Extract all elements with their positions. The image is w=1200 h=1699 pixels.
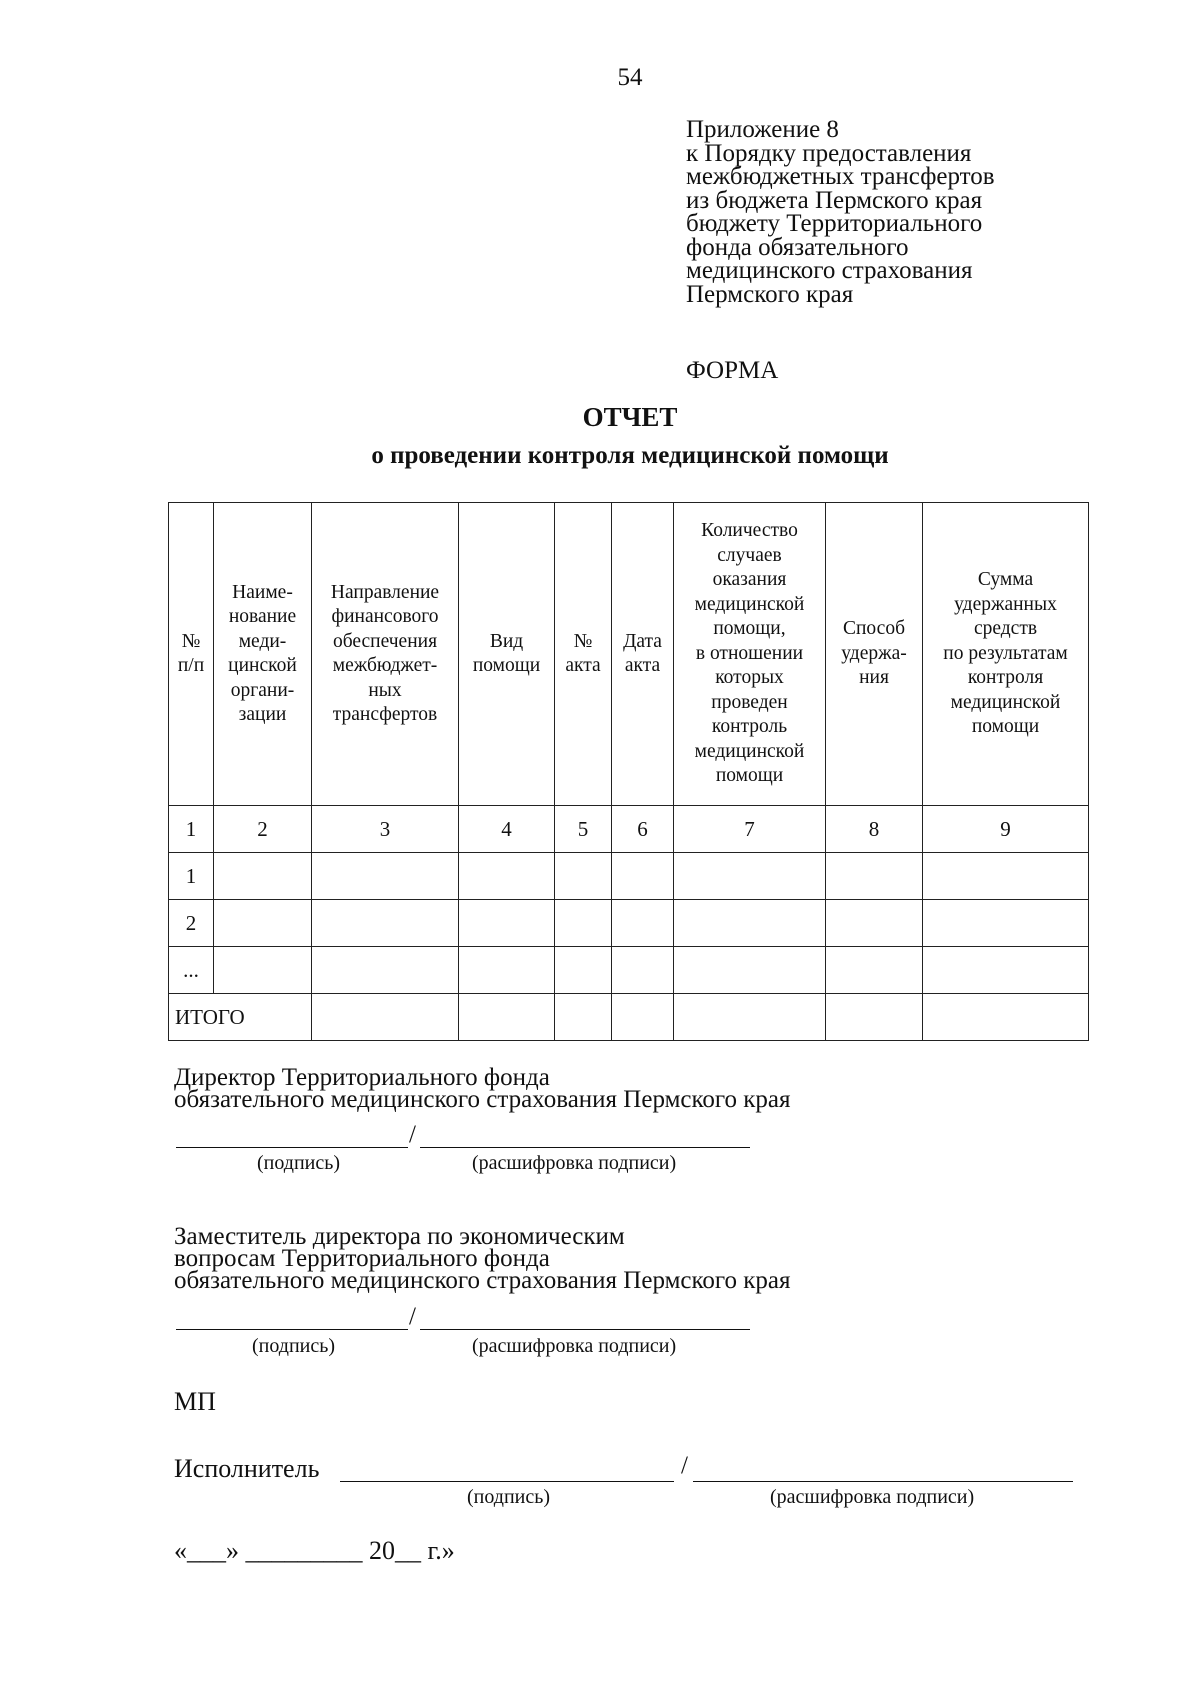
appendix-line: медицинского страхования [686, 257, 973, 284]
date-line: «___» _________ 20__ г.» [174, 1536, 455, 1565]
table-cell[interactable] [459, 900, 555, 947]
appendix-line: Приложение 8 [686, 116, 839, 143]
table-row [169, 947, 1089, 994]
director-title-line: обязательного медицинского страхования Пермского края [174, 1086, 791, 1113]
director-decoding-caption: (расшифровка подписи) [472, 1152, 677, 1174]
table-cell[interactable] [459, 994, 555, 1041]
executor-signature-caption: (подпись) [467, 1486, 551, 1508]
table-cell[interactable] [214, 900, 312, 947]
appendix-line: Пермского края [686, 280, 854, 308]
column-number: 8 [826, 806, 923, 853]
form-label: ФОРМА [686, 357, 779, 384]
table-cell[interactable] [923, 947, 1089, 994]
deputy-decoding-line[interactable] [420, 1329, 750, 1330]
table-cell[interactable] [612, 994, 674, 1041]
table-header-row [169, 503, 1089, 806]
table-cell[interactable] [674, 947, 826, 994]
executor-signature-line[interactable] [340, 1481, 674, 1482]
column-number: 4 [459, 806, 555, 853]
table-cell[interactable] [674, 900, 826, 947]
director-title [174, 1064, 791, 1113]
table-cell[interactable] [826, 853, 923, 900]
column-number: 5 [555, 806, 612, 853]
table-cell[interactable] [612, 900, 674, 947]
column-number-row [169, 806, 1089, 853]
report-table [168, 502, 1089, 1041]
row-index: 2 [169, 900, 214, 947]
table-cell[interactable] [612, 853, 674, 900]
table-row [169, 853, 1089, 900]
director-signature-caption: (подпись) [257, 1152, 341, 1174]
table-cell[interactable] [312, 947, 459, 994]
table-cell[interactable] [214, 853, 312, 900]
appendix-line: к Порядку предоставления [686, 139, 972, 167]
appendix-line: межбюджетных трансфертов [686, 163, 995, 190]
appendix-line: бюджету Территориального [686, 210, 983, 237]
table-cell[interactable] [612, 947, 674, 994]
deputy-title-line: вопросам Территориального фонда [174, 1245, 550, 1272]
director-decoding-line[interactable] [420, 1147, 750, 1148]
column-header-organization: Наиме- нование меди- цинской органи- зации [214, 503, 312, 806]
column-number: 7 [674, 806, 826, 853]
table-cell[interactable] [312, 853, 459, 900]
appendix-line: из бюджета Пермского края [686, 186, 983, 214]
column-number: 3 [312, 806, 459, 853]
column-header-withholding-method: Способ удержа- ния [826, 503, 923, 806]
director-slash: / [409, 1121, 416, 1148]
table-cell[interactable] [555, 947, 612, 994]
executor-slash: / [681, 1452, 688, 1479]
table-cell[interactable] [923, 900, 1089, 947]
table-cell[interactable] [674, 994, 826, 1041]
total-row [169, 994, 1089, 1041]
column-header-act-number: № акта [555, 503, 612, 806]
table-cell[interactable] [923, 853, 1089, 900]
director-signature-line[interactable] [176, 1147, 408, 1148]
table-cell[interactable] [459, 947, 555, 994]
deputy-slash: / [409, 1303, 416, 1330]
column-header-withheld-sum: Сумма удержанных средств по результатам контроля медицинской помощи [923, 503, 1089, 806]
table-cell[interactable] [923, 994, 1089, 1041]
column-header-index: № п/п [169, 503, 214, 806]
executor-label: Исполнитель [174, 1454, 320, 1483]
table-cell[interactable] [555, 994, 612, 1041]
deputy-title [174, 1223, 791, 1294]
table-row [169, 900, 1089, 947]
appendix-line: фонда обязательного [686, 233, 909, 261]
table-cell[interactable] [555, 900, 612, 947]
table-cell[interactable] [826, 994, 923, 1041]
row-index: ... [169, 947, 214, 994]
column-number: 6 [612, 806, 674, 853]
executor-decoding-line[interactable] [693, 1481, 1073, 1482]
executor-decoding-caption: (расшифровка подписи) [770, 1486, 975, 1508]
director-title-line: Директор Территориального фонда [174, 1064, 550, 1091]
appendix-header [686, 118, 1106, 306]
table-cell[interactable] [826, 947, 923, 994]
table-cell[interactable] [312, 994, 459, 1041]
seal-label: МП [174, 1387, 216, 1416]
column-number: 9 [923, 806, 1089, 853]
report-title: ОТЧЕТ [582, 402, 678, 432]
deputy-decoding-caption: (расшифровка подписи) [472, 1335, 677, 1357]
column-number: 2 [214, 806, 312, 853]
column-header-financing-direction: Направление финансового обеспечения межбюджет- ных трансфертов [312, 503, 459, 806]
column-number: 1 [169, 806, 214, 853]
deputy-signature-caption: (подпись) [252, 1335, 336, 1357]
total-label: ИТОГО [169, 994, 312, 1041]
table-cell[interactable] [826, 900, 923, 947]
table-cell[interactable] [459, 853, 555, 900]
column-header-care-type: Вид помощи [459, 503, 555, 806]
table-cell[interactable] [312, 900, 459, 947]
table-cell[interactable] [214, 947, 312, 994]
table-cell[interactable] [555, 853, 612, 900]
deputy-signature-line[interactable] [176, 1329, 408, 1330]
row-index: 1 [169, 853, 214, 900]
page-number: 54 [617, 64, 643, 91]
deputy-title-line: Заместитель директора по экономическим [174, 1223, 625, 1250]
report-subtitle: о проведении контроля медицинской помощи [371, 442, 889, 469]
column-header-act-date: Дата акта [612, 503, 674, 806]
column-header-cases-count: Количество случаев оказания медицинской помощи, в отношении которых проведен контроль медицинской помощи [674, 503, 826, 806]
deputy-title-line: обязательного медицинского страхования Пермского края [174, 1267, 791, 1294]
table-cell[interactable] [674, 853, 826, 900]
